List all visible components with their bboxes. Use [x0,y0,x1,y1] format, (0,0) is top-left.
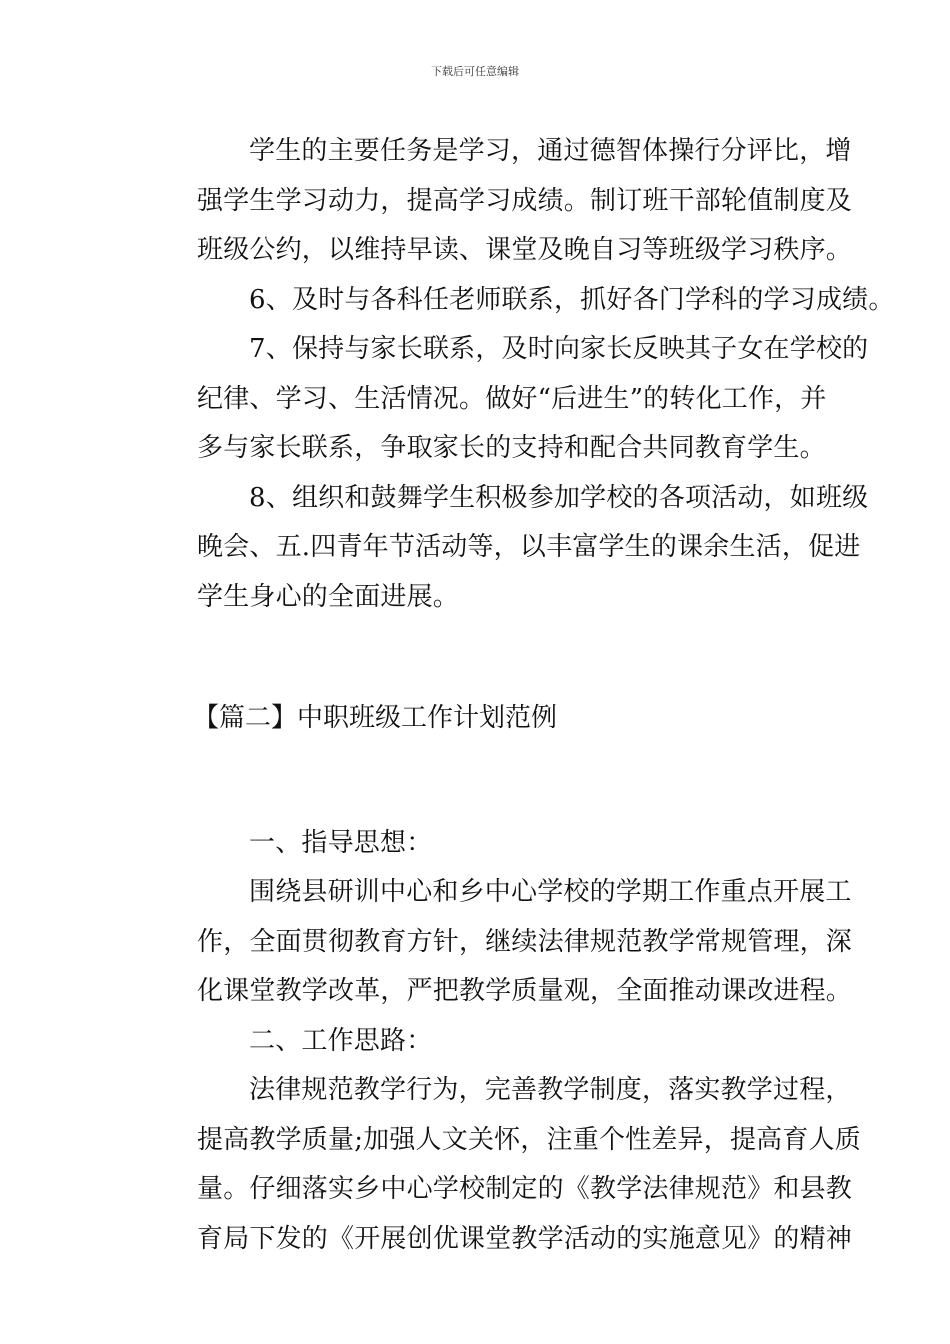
paragraph-item-7 [145,325,869,474]
text-line: 8、组织和鼓舞学生积极参加学校的各项活动，如班级 [249,482,869,513]
paragraph-item-8 [145,474,869,623]
heading-guiding-ideology [145,819,810,869]
text-line: 二、工作思路： [249,1025,433,1056]
paragraph-work-approach [145,1066,861,1264]
text-line: 学生身心的全面进展。 [197,581,460,612]
document-body [145,127,895,1264]
text-line: 多与家长联系，争取家长的支持和配合共同教育学生。 [197,433,826,463]
text-line: 学生的主要任务是学习，通过德智体操行分评比，增 [249,136,852,166]
page-header-note: 下载后可任意编辑 [431,65,519,78]
paragraph-guiding-ideology [145,868,853,1017]
text-line: 化课堂教学改革，严把教学质量观，全面推动课改进程。 [197,976,853,1006]
text-line: 7、保持与家长联系，及时向家长反映其子女在学校的 [249,334,869,364]
text-line: 围绕县研训中心和乡中心学校的学期工作重点开展工 [249,877,852,907]
paragraph-study-tasks [145,127,853,276]
text-line: 强学生学习动力，提高学习成绩。制订班干部轮值制度及 [197,185,853,216]
section-title: 【篇二】中职班级工作计划范例 [193,703,558,733]
text-line: 作，全面贯彻教育方针，继续法律规范教学常规管理，深 [197,926,853,957]
text-line: 育局下发的《开展创优课堂教学活动的实施意见》的精神 [197,1223,853,1254]
text-line: 纪律、学习、生活情况。做好“后进生”的转化工作，并 [197,383,827,414]
text-line: 量。仔细落实乡中心学校制定的《教学法律规范》和县教 [197,1174,853,1204]
text-line: 晚会、五.四青年节活动等，以丰富学生的课余生活，促进 [197,532,861,562]
text-line: 6、及时与各科任老师联系，抓好各门学科的学习成绩。 [249,284,895,315]
heading-work-approach [145,1017,810,1067]
text-line: 班级公约，以维持早读、课堂及晚自习等班级学习秩序。 [197,235,853,265]
text-line: 一、指导思想： [249,827,433,858]
text-line: 法律规范教学行为，完善教学制度，落实教学过程， [249,1075,852,1105]
paragraph-item-6 [145,276,895,326]
text-line: 提高教学质量;加强人文关怀，注重个性差异，提高育人质 [197,1124,861,1155]
